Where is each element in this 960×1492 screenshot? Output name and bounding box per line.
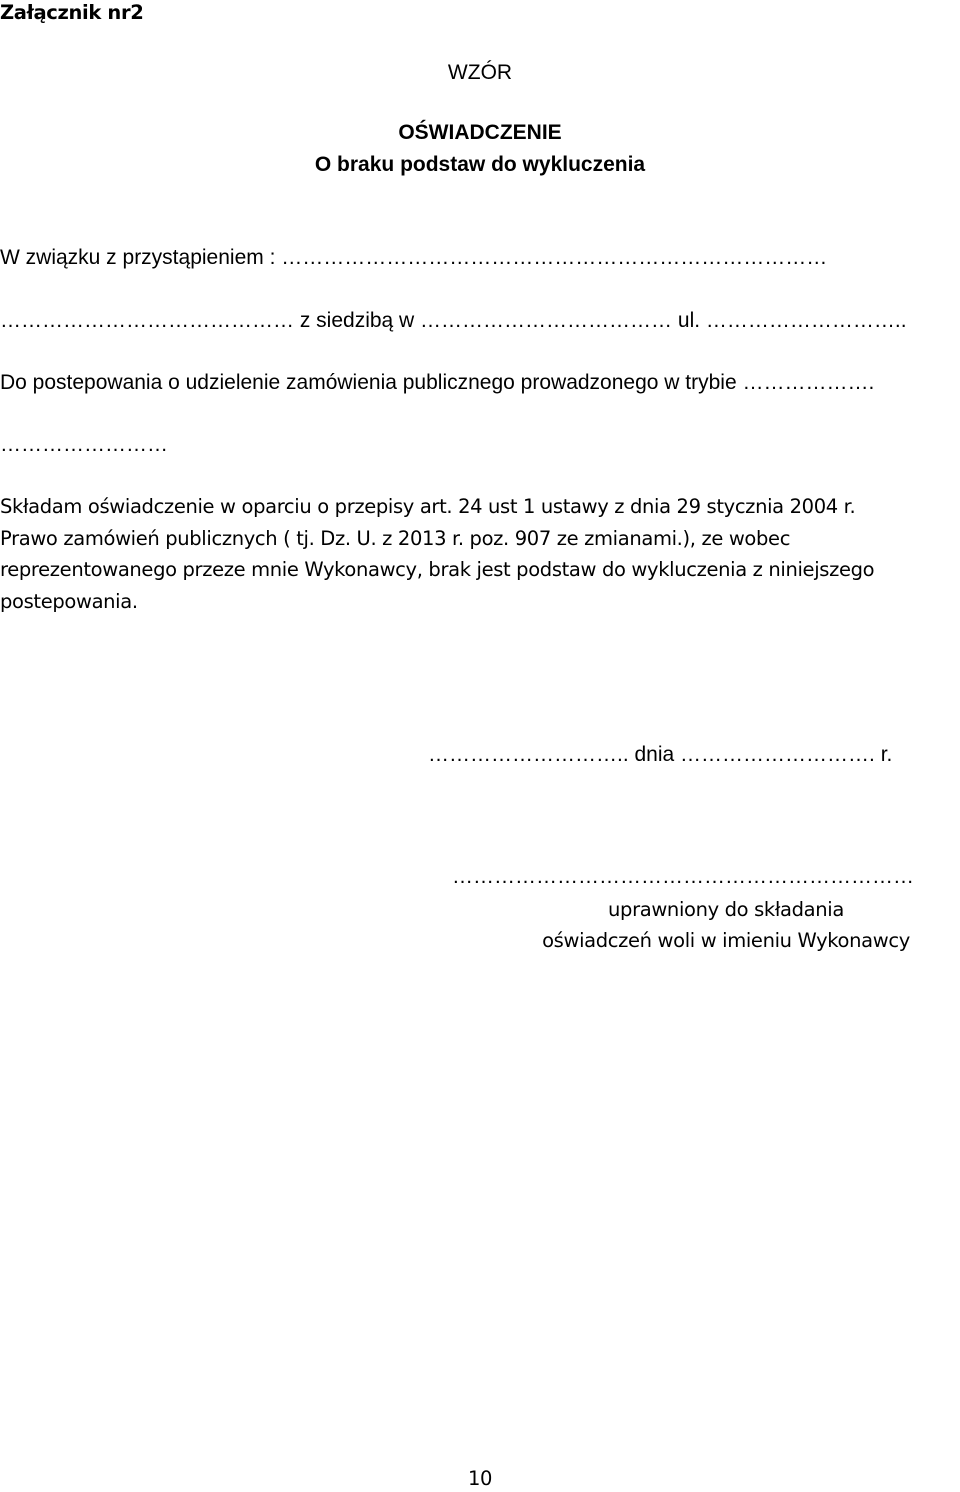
signature-line: ………………………………………………………… (452, 865, 914, 888)
document-title: OŚWIADCZENIE (398, 121, 562, 144)
statement-line-1: Składam oświadczenie w oparciu o przepisy art. 24 ust 1 ustawy z dnia 29 stycznia 2004 r. (0, 495, 856, 518)
signature-caption-line-2: oświadczeń woli w imieniu Wykonawcy (542, 929, 910, 952)
statement-line-4: postepowania. (0, 590, 138, 613)
document-subtitle: O braku podstaw do wykluczenia (314, 153, 646, 176)
intro-line-1: W związku z przystąpieniem : …………………………………………………………………… (0, 246, 828, 269)
template-label: WZÓR (447, 61, 513, 84)
intro-line-2: …………………………………… z siedzibą w ……………………………… ul. ……………………….. (0, 309, 907, 332)
page-number: 10 (467, 1467, 493, 1490)
statement-line-2: Prawo zamówień publicznych ( tj. Dz. U. z 2013 r. poz. 907 ze zmianami.), ze wobec (0, 527, 791, 550)
date-line: ……………………….. dnia ………………………. r. (428, 743, 893, 766)
statement-line-3: reprezentowanego przeze mnie Wykonawcy, brak jest podstaw do wykluczenia z niniejszego (0, 558, 875, 581)
signature-caption-line-1: uprawniony do składania (608, 898, 844, 921)
intro-line-4: …………………… (0, 433, 168, 456)
intro-line-3: Do postepowania o udzielenie zamówienia publicznego prowadzonego w trybie ………………. (0, 371, 875, 394)
attachment-label: Załącznik nr2 (0, 1, 144, 24)
